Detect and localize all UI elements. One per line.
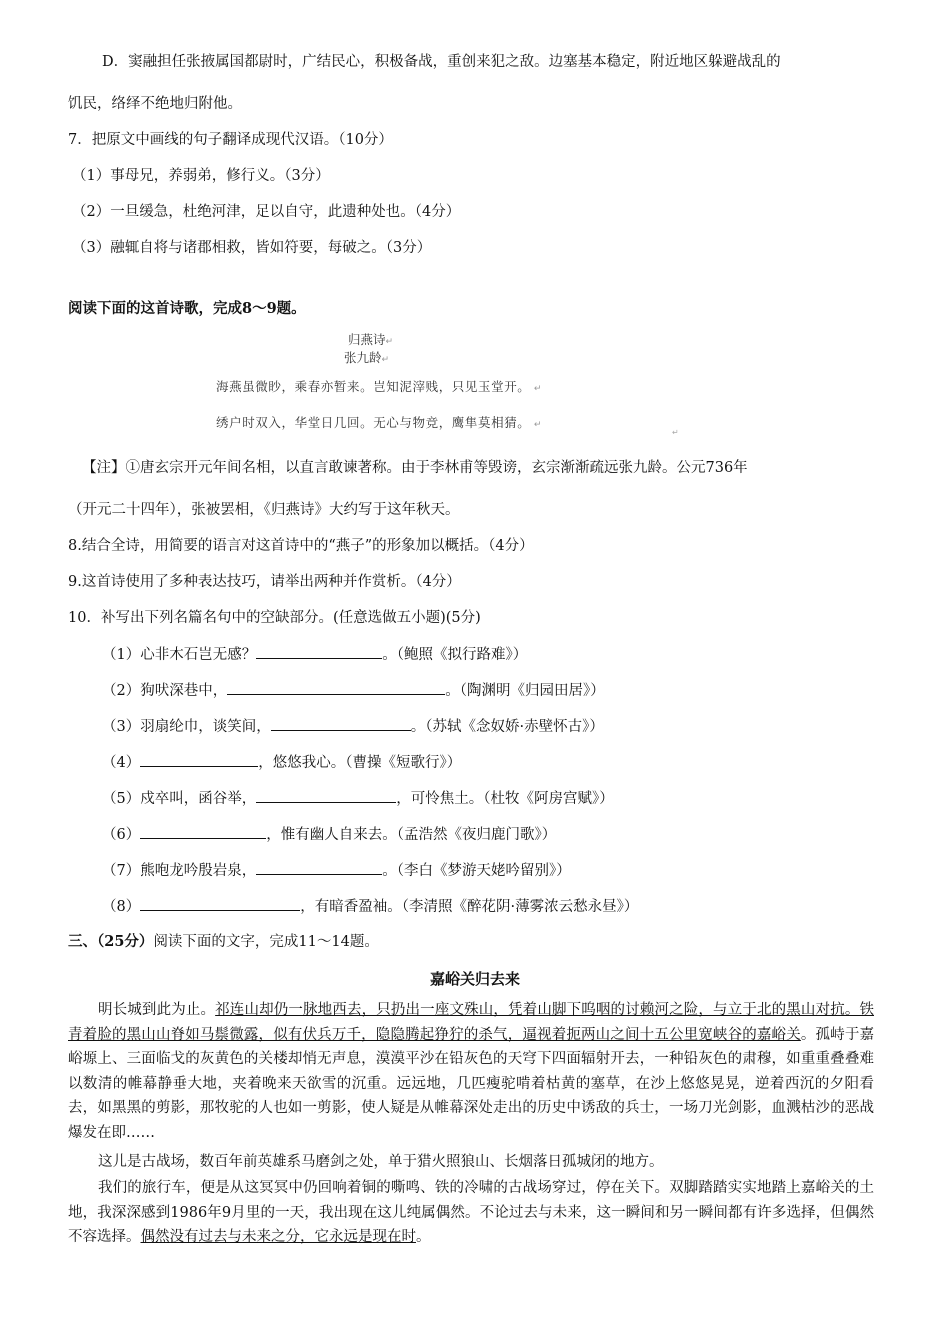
poem-instruction: 阅读下面的这首诗歌，完成8～9题。 bbox=[68, 300, 306, 317]
poem-note-line1: 【注】①唐玄宗开元年间名相，以直言敢谏著称。由于李林甫等毁谤，玄宗渐渐疏远张九龄。公元736年 bbox=[82, 460, 748, 476]
option-d-line1: D．窦融担任张掖属国都尉时，广结民心，积极备战，重创来犯之敌。边塞基本稳定，附近地区躲避战乱的 bbox=[102, 54, 781, 70]
poem-line-1: 海燕虽微眇，乘春亦暂来。岂知泥滓贱，只见玉堂开。 ↵ bbox=[216, 379, 543, 394]
underlined-sentence: 祁连山却仍一脉地西去，只扔出一座文殊山，凭着山脚下呜咽的讨赖河之险，与立于北的黑山对抗。铁青着脸的黑山山脊如马鬃微露，似有伏兵万千，隐隐腾起狰狞的杀气，逼视着扼两山之间十五公里宽峡谷的嘉峪关 bbox=[68, 1002, 874, 1043]
fill-blank[interactable] bbox=[256, 860, 382, 875]
fill-blank[interactable] bbox=[256, 644, 382, 659]
question-7-item-3: （3）融辄自将与诸郡相救，皆如符要，每破之。（3分） bbox=[72, 240, 432, 256]
question-8: 8.结合全诗，用简要的语言对这首诗中的“燕子”的形象加以概括。（4分） bbox=[68, 538, 534, 554]
question-10-item-4: （4） ，悠悠我心。（曹操《短歌行》） bbox=[102, 752, 461, 773]
paragraph-mark-icon: ↵ bbox=[672, 428, 679, 437]
fill-blank[interactable] bbox=[140, 752, 258, 767]
poem-image bbox=[210, 326, 680, 441]
article-paragraph-1: 明长城到此为止。祁连山却仍一脉地西去，只扔出一座文殊山，凭着山脚下呜咽的讨赖河之险，与立于北的黑山对抗。铁青着脸的黑山山脊如马鬃微露，似有伏兵万千，隐隐腾起狰狞的杀气，逼视着扼两山之间十五公里宽峡谷的嘉峪关。孤峙于嘉峪塬上、三面临戈的灰黄色的关楼却悄无声息，漠漠平沙在铅灰色的天穹下四面辐射开去，一种铅灰色的肃穆，如重重叠叠难以数清的帷幕静垂大地，夹着晚来天欲雪的沉重。远远地，几匹瘦驼啃着枯黄的塞草，在沙上悠悠晃晃，逆着西沉的夕阳看去，如黑黑的剪影，那牧驼的人也如一剪影，使人疑是从帷幕深处走出的历史中诱敌的兵士，一场刀光剑影，血溅枯沙的恶战爆发在即…… bbox=[68, 1002, 875, 1141]
question-10-item-6: （6） ，惟有幽人自来去。（孟浩然《夜归鹿门歌》） bbox=[102, 824, 556, 845]
question-7-item-2: （2）一旦缓急，杜绝河津，足以自守，此遗种处也。（4分） bbox=[72, 204, 461, 220]
question-10-stem: 10．补写出下列名篇名句中的空缺部分。(任意选做五小题)(5分) bbox=[68, 610, 481, 626]
article-paragraph-3: 我们的旅行车，便是从这冥冥中仍回响着铜的嘶鸣、铁的冷啸的古战场穿过，停在关下。双脚踏踏实实地踏上嘉峪关的土地，我深深感到1986年9月里的一天，我出现在这儿纯属偶然。不论过去与未来，这一瞬间和另一瞬间都有许多选择，但偶然不容选择。偶然没有过去与未来之分，它永远是现在时。 bbox=[68, 1180, 874, 1245]
fill-blank[interactable] bbox=[256, 788, 396, 803]
question-10-item-5: （5）戍卒叫，函谷举， ，可怜焦土。（杜牧《阿房宫赋》） bbox=[102, 788, 614, 809]
question-7-stem: 7．把原文中画线的句子翻译成现代汉语。（10分） bbox=[68, 132, 393, 148]
fill-blank[interactable] bbox=[140, 824, 266, 839]
question-10-item-7: （7）熊咆龙吟殷岩泉， 。（李白《梦游天姥吟留别》） bbox=[102, 860, 571, 881]
article-paragraph-2: 这儿是古战场，数百年前英雄系马磨剑之处，单于猎火照狼山、长烟落日孤城闭的地方。 bbox=[98, 1154, 664, 1170]
poem-note-line2: （开元二十四年），张被罢相，《归燕诗》大约写于这年秋天。 bbox=[68, 502, 460, 518]
question-10-item-1: （1）心非木石岂无感？ 。（鲍照《拟行路难》） bbox=[102, 644, 527, 665]
fill-blank[interactable] bbox=[271, 716, 411, 731]
question-10-item-2: （2）狗吠深巷中， 。（陶渊明《归园田居》） bbox=[102, 680, 605, 701]
fill-blank[interactable] bbox=[140, 896, 300, 911]
question-9: 9.这首诗使用了多种表达技巧，请举出两种并作赏析。（4分） bbox=[68, 574, 461, 590]
underlined-sentence: 偶然没有过去与未来之分，它永远是现在时 bbox=[140, 1229, 416, 1245]
option-d-line2: 饥民，络绎不绝地归附他。 bbox=[68, 96, 242, 112]
question-7-item-1: （1）事母兄，养弱弟，修行义。（3分） bbox=[72, 168, 330, 184]
poem-title: 归燕诗↵ bbox=[348, 332, 394, 347]
question-10-item-3: （3）羽扇纶巾，谈笑间， 。（苏轼《念奴娇·赤壁怀古》） bbox=[102, 716, 604, 737]
poem-line-2: 绣户时双入，华堂日几回。无心与物竞，鹰隼莫相猜。 ↵ bbox=[216, 415, 543, 430]
section-3-heading: 三、（25分）阅读下面的文字，完成11～14题。 bbox=[68, 933, 379, 950]
poem-author: 张九龄↵ bbox=[344, 350, 390, 365]
question-10-item-8: （8） ，有暗香盈袖。（李清照《醉花阴·薄雾浓云愁永昼》） bbox=[102, 896, 638, 917]
fill-blank[interactable] bbox=[227, 680, 445, 695]
article-title: 嘉峪关归去来 bbox=[429, 970, 520, 988]
